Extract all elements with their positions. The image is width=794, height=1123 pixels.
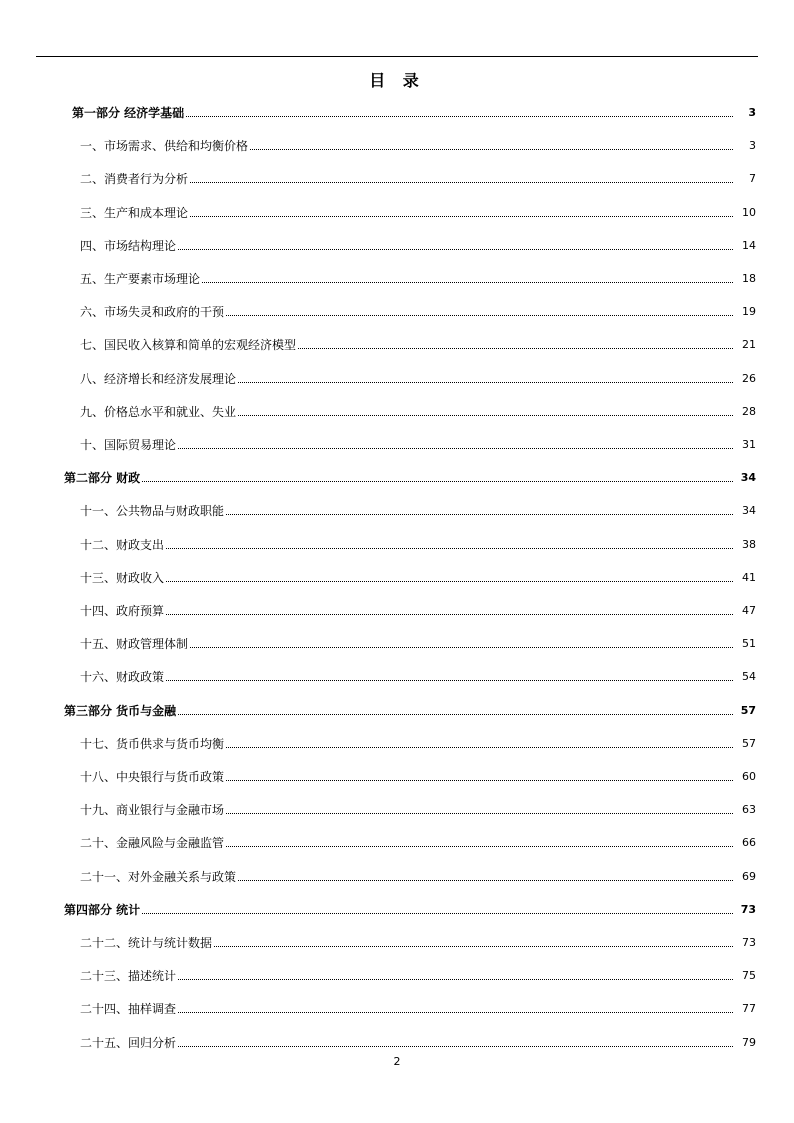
toc-chapter-entry[interactable] <box>80 733 756 751</box>
toc-entry-page: 18 <box>742 272 756 285</box>
toc-entry-label: 十六、财政政策 <box>80 670 165 685</box>
toc-chapter-entry[interactable] <box>80 932 756 950</box>
toc-leader-dots <box>178 713 733 715</box>
toc-chapter-entry[interactable] <box>80 600 756 618</box>
toc-leader-dots <box>298 347 733 349</box>
toc-leader-dots <box>166 547 733 549</box>
toc-chapter-entry[interactable] <box>80 1032 756 1050</box>
toc-leader-dots <box>142 480 733 482</box>
toc-entry-label: 七、国民收入核算和简单的宏观经济模型 <box>80 338 297 353</box>
toc-entry-label: 二十一、对外金融关系与政策 <box>80 869 237 884</box>
toc-entry-label: 三、生产和成本理论 <box>80 205 189 220</box>
toc-entry-label: 六、市场失灵和政府的干预 <box>80 305 225 320</box>
toc-entry-page: 60 <box>742 770 756 783</box>
toc-chapter-entry[interactable] <box>80 434 756 452</box>
toc-leader-dots <box>226 314 733 316</box>
toc-entry-page: 10 <box>742 205 756 219</box>
toc-entry-label: 第一部分 经济学基础 <box>72 106 185 120</box>
toc-leader-dots <box>214 945 733 947</box>
toc-entry-label: 八、经济增长和经济发展理论 <box>80 371 237 386</box>
toc-part-entry[interactable] <box>64 700 756 718</box>
toc-chapter-entry[interactable] <box>80 567 756 585</box>
toc-leader-dots <box>226 746 733 748</box>
toc-entry-page: 19 <box>742 305 756 319</box>
toc-leader-dots <box>238 414 733 416</box>
toc-entry-page: 26 <box>742 371 756 385</box>
toc-part-entry[interactable] <box>72 102 756 120</box>
toc-leader-dots <box>202 281 733 283</box>
toc-leader-dots <box>166 679 733 681</box>
toc-leader-dots <box>186 115 733 117</box>
toc-leader-dots <box>178 447 733 449</box>
toc-entry-label: 十七、货币供求与货币均衡 <box>80 736 225 751</box>
toc-entry-page: 54 <box>742 670 756 684</box>
toc-entry-label: 十四、政府预算 <box>80 604 165 618</box>
toc-entry-label: 十、国际贸易理论 <box>80 438 177 452</box>
toc-entry-label: 十三、财政收入 <box>80 570 165 585</box>
toc-entry-page: 47 <box>742 604 756 617</box>
toc-leader-dots <box>226 779 733 781</box>
toc-entry-page: 73 <box>740 902 756 916</box>
toc-entry-page: 63 <box>742 803 756 817</box>
toc-leader-dots <box>178 1011 733 1013</box>
toc-entry-page: 57 <box>740 703 756 717</box>
toc-chapter-entry[interactable] <box>80 633 756 651</box>
toc-leader-dots <box>178 978 733 980</box>
toc-entry-label: 一、市场需求、供给和均衡价格 <box>80 139 249 154</box>
toc-entry-label: 二十五、回归分析 <box>80 1035 177 1050</box>
toc-leader-dots <box>190 215 733 217</box>
toc-leader-dots <box>142 912 733 914</box>
toc-entry-page: 31 <box>742 438 756 451</box>
toc-entry-page: 75 <box>742 969 756 983</box>
page-number: 2 <box>393 1055 401 1068</box>
toc-entry-label: 二十三、描述统计 <box>80 969 177 984</box>
toc-leader-dots <box>190 181 733 183</box>
toc-entry-page: 14 <box>742 238 756 252</box>
toc-entry-page: 66 <box>742 836 756 850</box>
toc-leader-dots <box>166 613 733 615</box>
toc-chapter-entry[interactable] <box>80 235 756 253</box>
toc-entry-label: 二十二、统计与统计数据 <box>80 936 213 950</box>
toc-chapter-entry[interactable] <box>80 666 756 684</box>
toc-entry-page: 7 <box>749 172 756 186</box>
toc-leader-dots <box>250 148 733 150</box>
toc-chapter-entry[interactable] <box>80 998 756 1016</box>
toc-leader-dots <box>238 879 733 881</box>
toc-leader-dots <box>226 513 733 515</box>
toc-entry-label: 十二、财政支出 <box>80 537 165 552</box>
toc-leader-dots <box>178 1045 733 1047</box>
toc-chapter-entry[interactable] <box>80 799 756 817</box>
toc-entry-page: 41 <box>742 570 756 584</box>
toc-chapter-entry[interactable] <box>80 334 756 352</box>
toc-chapter-entry[interactable] <box>80 534 756 552</box>
toc-entry-page: 57 <box>742 736 756 750</box>
toc-entry-label: 二十、金融风险与金融监管 <box>80 836 225 851</box>
toc-entry-label: 第二部分 财政 <box>64 471 141 486</box>
toc-entry-page: 77 <box>742 1002 756 1016</box>
toc-entry-label: 第四部分 统计 <box>64 902 141 917</box>
toc-leader-dots <box>178 248 733 250</box>
toc-entry-page: 34 <box>742 504 756 518</box>
toc-leader-dots <box>190 646 733 648</box>
toc-chapter-entry[interactable] <box>80 832 756 850</box>
toc-entry-page: 3 <box>748 106 756 119</box>
toc-chapter-entry[interactable] <box>80 268 756 286</box>
toc-entry-label: 九、价格总水平和就业、失业 <box>80 404 237 419</box>
toc-entry-label: 第三部分 货币与金融 <box>64 703 177 718</box>
toc-entry-page: 79 <box>742 1035 756 1049</box>
toc-chapter-entry[interactable] <box>80 965 756 983</box>
toc-chapter-entry[interactable] <box>80 168 756 186</box>
toc-entry-label: 十一、公共物品与财政职能 <box>80 504 225 519</box>
toc-leader-dots <box>226 812 733 814</box>
toc-chapter-entry[interactable] <box>80 866 756 884</box>
toc-entry-page: 38 <box>742 537 756 551</box>
toc-part-entry[interactable] <box>64 899 756 917</box>
toc-title: 目 录 <box>369 71 425 90</box>
toc-leader-dots <box>166 580 733 582</box>
toc-chapter-entry[interactable] <box>80 766 756 784</box>
toc-chapter-entry[interactable] <box>80 301 756 319</box>
toc-entry-label: 五、生产要素市场理论 <box>80 272 201 286</box>
toc-chapter-entry[interactable] <box>80 135 756 153</box>
toc-entry-label: 二、消费者行为分析 <box>80 172 189 187</box>
toc-entry-page: 69 <box>742 869 756 883</box>
toc-entry-page: 3 <box>749 139 756 153</box>
toc-entry-label: 十五、财政管理体制 <box>80 637 189 652</box>
toc-chapter-entry[interactable] <box>80 401 756 419</box>
toc-entry-page: 34 <box>740 471 756 485</box>
toc-entry-label: 十九、商业银行与金融市场 <box>80 803 225 818</box>
toc-entry-page: 73 <box>742 936 756 949</box>
toc-entry-page: 21 <box>742 338 756 352</box>
toc-entry-label: 十八、中央银行与货币政策 <box>80 770 225 784</box>
toc-entry-label: 四、市场结构理论 <box>80 238 177 253</box>
toc-chapter-entry[interactable] <box>80 202 756 220</box>
toc-leader-dots <box>226 845 733 847</box>
toc-chapter-entry[interactable] <box>80 500 756 518</box>
toc-entry-page: 28 <box>742 404 756 418</box>
toc-entry-label: 二十四、抽样调查 <box>80 1002 177 1017</box>
toc-chapter-entry[interactable] <box>80 368 756 386</box>
toc-entry-page: 51 <box>742 637 756 651</box>
toc-leader-dots <box>238 381 733 383</box>
toc-part-entry[interactable] <box>64 467 756 485</box>
